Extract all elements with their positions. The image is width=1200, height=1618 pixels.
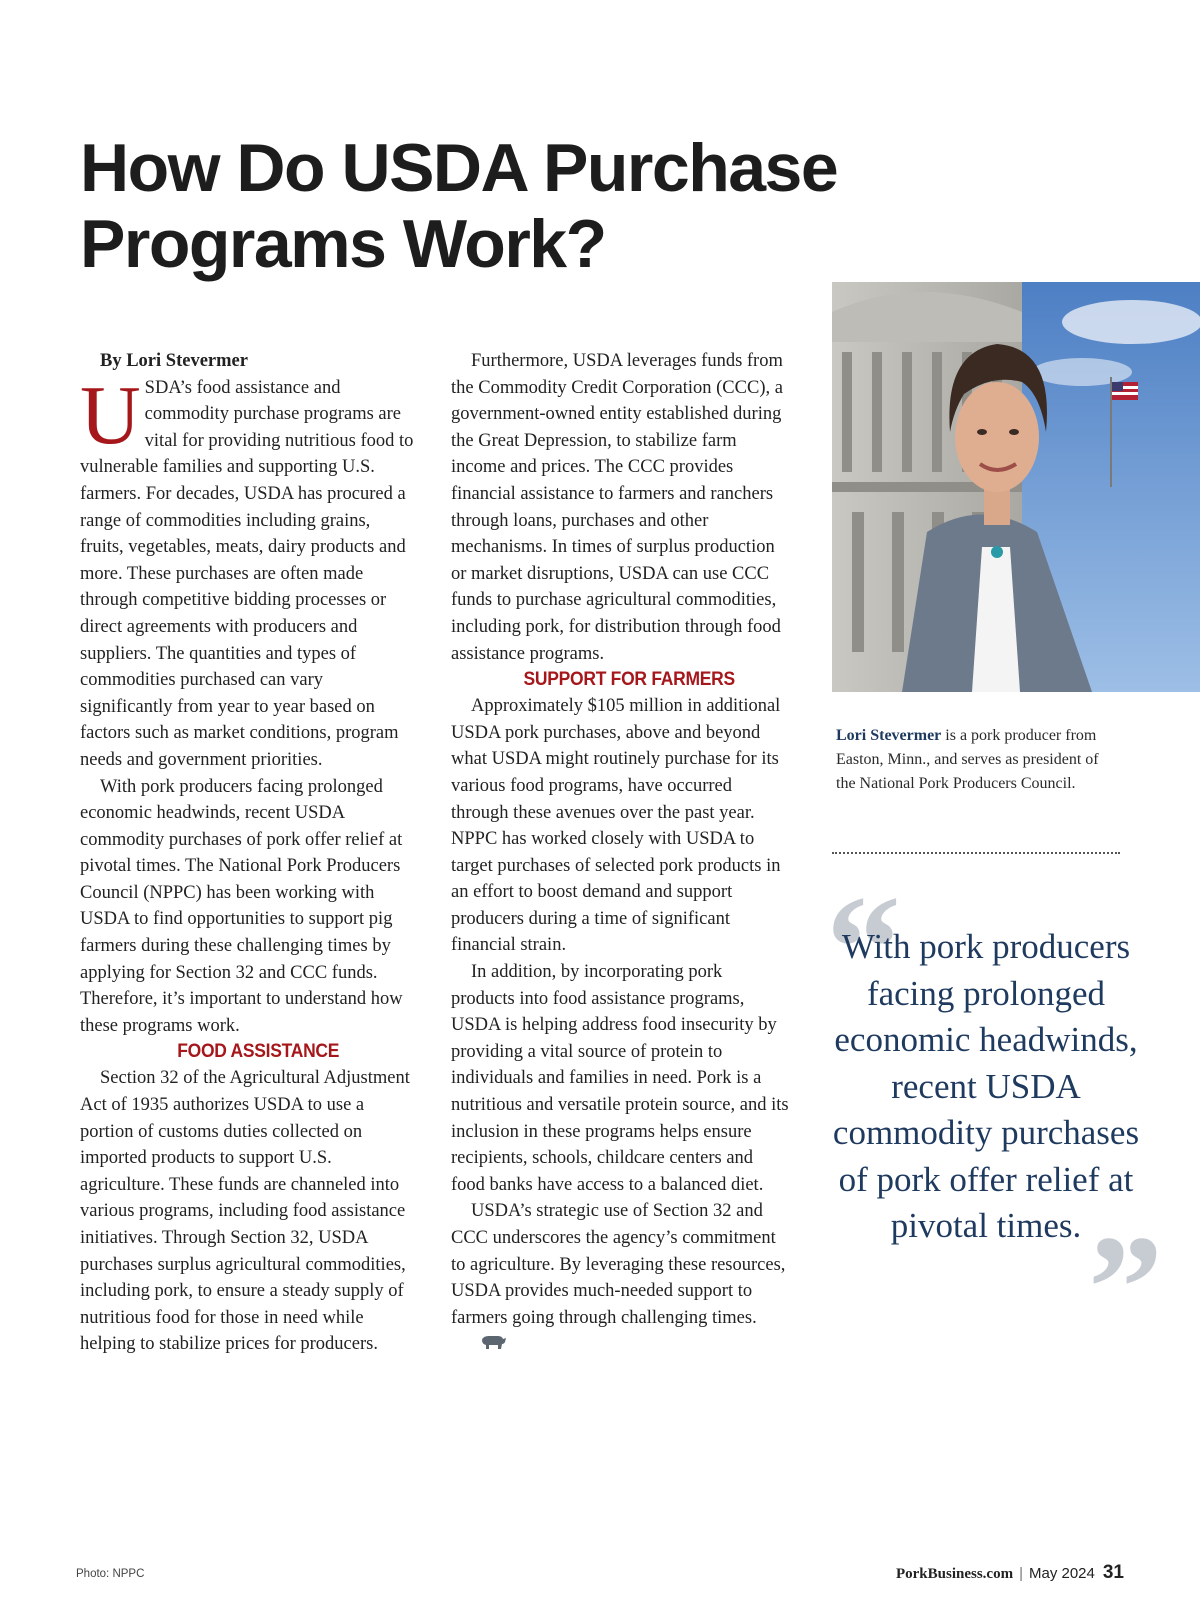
title-line-1: How Do USDA Purchase [80,130,838,206]
drop-cap: U [80,368,141,462]
column-1 [80,348,418,1358]
subhead-food-assistance: FOOD ASSISTANCE [177,1041,340,1063]
col2-paragraph-4-text: USDA’s strategic use of Section 32 and CCC underscores the agency’s commitment to agriculture. By leveraging these resources, USDA provides much-needed support to farmers going through challenging times. [451,1201,786,1328]
subhead-support-for-farmers: SUPPORT FOR FARMERS [523,669,735,691]
caption-text: is a pork producer from Easton, Minn., and serves as president of the National Pork Producers Council. [836,727,1099,792]
col2-paragraph-4 [451,1198,789,1358]
col2-paragraph-1: Furthermore, USDA leverages funds from the Commodity Credit Corporation (CCC), a government-owned entity established during the Great Depression, to stabilize farm income and prices. The CCC provides financial assistance to farmers and ranchers through loans, purchases and other mechanisms. In times of surplus production or market disruptions, USDA can use CCC funds to purchase agricultural commodities, including pork, for distribution through food assistance programs. [451,351,783,664]
footer-site: PorkBusiness.com [895,1566,1014,1582]
col2-paragraph-2: Approximately $105 million in additional USDA pork purchases, above and beyond what USDA might routinely purchase for its various food programs, have occurred through these avenues over the past year. NPPC has worked closely with USDA to target purchases of selected pork products in an effort to boost demand and support producers during a time of significant financial strain. [451,696,781,956]
pull-quote: With pork producers facing prolonged economic headwinds, recent USDA commodity purchases of pork offer relief at pivotal times. [832,927,1140,1245]
footer-separator: | [1019,1565,1023,1582]
page-number: 31 [1102,1562,1124,1583]
col1-paragraph-2: With pork producers facing prolonged economic headwinds, recent USDA commodity purchases of pork offer relief at pivotal times. The National Pork Producers Council (NPPC) has been working with USDA to find opportunities to support pig farmers during these challenging times by applying for Section 32 and CCC funds. Therefore, it’s important to understand how these programs work. [80,776,403,1036]
dotted-divider [832,852,1120,854]
footer-issue: May 2024 [1028,1565,1095,1582]
col1-paragraph-3: Section 32 of the Agricultural Adjustment Act of 1935 authorizes USDA to use a portion of customs duties collected on imported products to support U.S. agriculture. These funds are channeled into various programs, including food assistance initiatives. Through Section 32, USDA purchases surplus agricultural commodities, including pork, to ensure a steady supply of nutritious food for those in need while helping to stabilize prices for producers. [80,1068,410,1355]
column-2 [451,348,789,1358]
portrait-illustration [832,282,1200,692]
portrait-photo [832,282,1200,692]
byline: By Lori Stevermer [100,351,248,371]
caption-name: Lori Stevermer [836,727,942,744]
article-title [80,130,840,282]
col1-paragraph-1-text: SDA’s food assistance and commodity purchase programs are vital for providing nutritious food to vulnerable families and supporting U.S. farmers. For decades, USDA has procured a range of commodities including grains, fruits, vegetables, meats, dairy products and more. These purchases are often made through competitive bidding processes or direct agreements with producers and suppliers. The quantities and types of commodities purchased can vary significantly from year to year based on factors such as market conditions, program needs and government priorities. [80,377,414,770]
page-footer [896,1562,1124,1584]
photo-credit: Photo: NPPC [76,1568,145,1580]
col2-paragraph-3: In addition, by incorporating pork products into food assistance programs, USDA is helping address food insecurity by providing a vital source of protein to individuals and families in need. Pork is a nutritious and versatile protein source, and its inclusion in these programs helps ensure recipients, schools, childcare centers and food banks have access to a balanced diet. [451,962,789,1195]
pig-icon [459,1332,507,1359]
title-line-2: Programs Work? [80,206,606,282]
open-quote-mark: “ [826,865,901,1031]
close-quote-mark: ” [1088,1205,1163,1371]
col1-paragraph-1 [80,368,418,774]
photo-caption [836,724,1106,796]
